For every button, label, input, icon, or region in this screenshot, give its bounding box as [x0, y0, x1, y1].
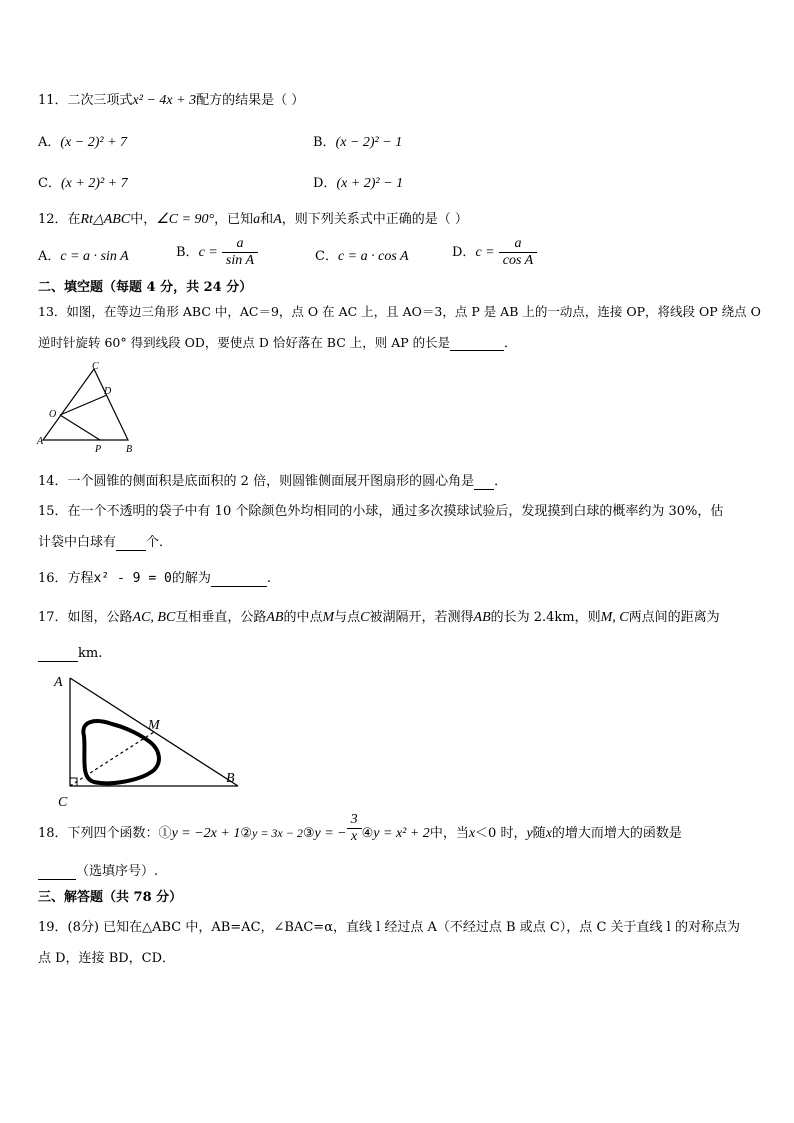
q19-line-2: 点 D，连接 BD，CD． [38, 951, 176, 966]
label-d: D [104, 386, 112, 397]
q16-answer-blank [211, 571, 267, 587]
q11-stem: 11．二次三项式x² − 4x + 3配方的结果是（ ） [38, 93, 305, 108]
segment-op [60, 415, 100, 440]
q18-line-1: 18．下列四个函数：①y = −2x + 1②y = 3x − 2③y = − $\frac{3}{x}$ ④y = x² + 2中，当x＜0 时，y随x的增大而增大的函数是 [38, 812, 682, 844]
q11-option-d: D．(x + 2)² − 1 [313, 176, 404, 191]
q14: 14．一个圆锥的侧面积是底面积的 2 倍，则圆锥侧面展开图扇形的圆心角是 ． [38, 474, 508, 489]
label-a: A [37, 436, 44, 447]
q12-stem: 12．在Rt△ABC中，∠C = 90°，已知a和A，则下列关系式中正确的是（ ） [38, 212, 468, 227]
q17-figure [50, 666, 250, 811]
q15-answer-blank [116, 535, 146, 551]
q13-answer-blank [450, 335, 504, 351]
q17-line-1: 17．如图，公路AC, BC互相垂直，公路AB的中点M与点C被湖隔开，若测得AB的长为 2.4km，则M, C两点间的距离为 [38, 610, 720, 625]
q15-line-1: 15．在一个不透明的袋子中有 10 个除颜色外均相同的小球，通过多次摸球试验后，发现摸到白球的概率约为 30%，估 [38, 504, 724, 519]
q15-line-2: 计袋中白球有 个． [38, 535, 173, 550]
label-b: B [226, 771, 235, 786]
q11-option-c: C．(x + 2)² + 7 [38, 176, 128, 191]
section-2-heading: 二、填空题（每题 4 分，共 24 分） [38, 280, 253, 295]
label-m: M [148, 718, 160, 733]
q16: 16．方程x² - 9 = 0的解为 . [38, 571, 271, 586]
q18-fraction: $\frac{3}{x}$ [347, 812, 362, 845]
q18-line-2: （选填序号）. [38, 860, 158, 880]
q12-option-d: D．c = $\frac{a}{\text{cos A}}$ [452, 236, 537, 269]
label-b: B [126, 444, 133, 455]
q18-answer-blank [38, 864, 76, 880]
q12-option-b: B．c = $\frac{a}{\text{sin A}}$ [176, 236, 258, 269]
q11-option-b: B．(x − 2)² − 1 [313, 135, 403, 150]
label-o: O [49, 409, 57, 420]
q17-line-2: km. [38, 646, 102, 662]
label-a: A [54, 675, 63, 690]
q13-line-1: 13．如图，在等边三角形 ABC 中，AC＝9，点 O 在 AC 上，且 AO＝3，点 P 是 AB 上的一动点，连接 OP，将线段 OP 绕点 O [38, 304, 761, 319]
q13-line-2: 逆时针旋转 60° 得到线段 OD，要使点 D 恰好落在 BC 上，则 AP 的长是 ． [38, 335, 517, 350]
q19-line-1: 19．(8分) 已知在△ABC 中，AB=AC，∠BAC=α，直线 l 经过点 A（不经过点 B 或点 C），点 C 关于直线 l 的对称点为 [38, 920, 740, 935]
q14-answer-blank [474, 474, 494, 490]
segment-od [60, 395, 107, 415]
q11-option-a: A．(x − 2)² + 7 [38, 135, 128, 150]
q12-option-b-fraction: $\frac{a}{\text{sin A}}$ [222, 236, 258, 269]
label-c: C [92, 361, 99, 372]
q12-option-d-fraction: $\frac{a}{\text{cos A}}$ [499, 236, 537, 269]
q12-option-a: A．c = a · sin A [38, 249, 129, 264]
q12-option-c: C．c = a · cos A [315, 249, 409, 264]
label-c: C [58, 795, 68, 810]
label-p: P [95, 444, 102, 455]
q13-figure [34, 360, 144, 455]
section-3-heading: 三、解答题（共 78 分） [38, 890, 183, 905]
q17-answer-blank [38, 646, 78, 662]
